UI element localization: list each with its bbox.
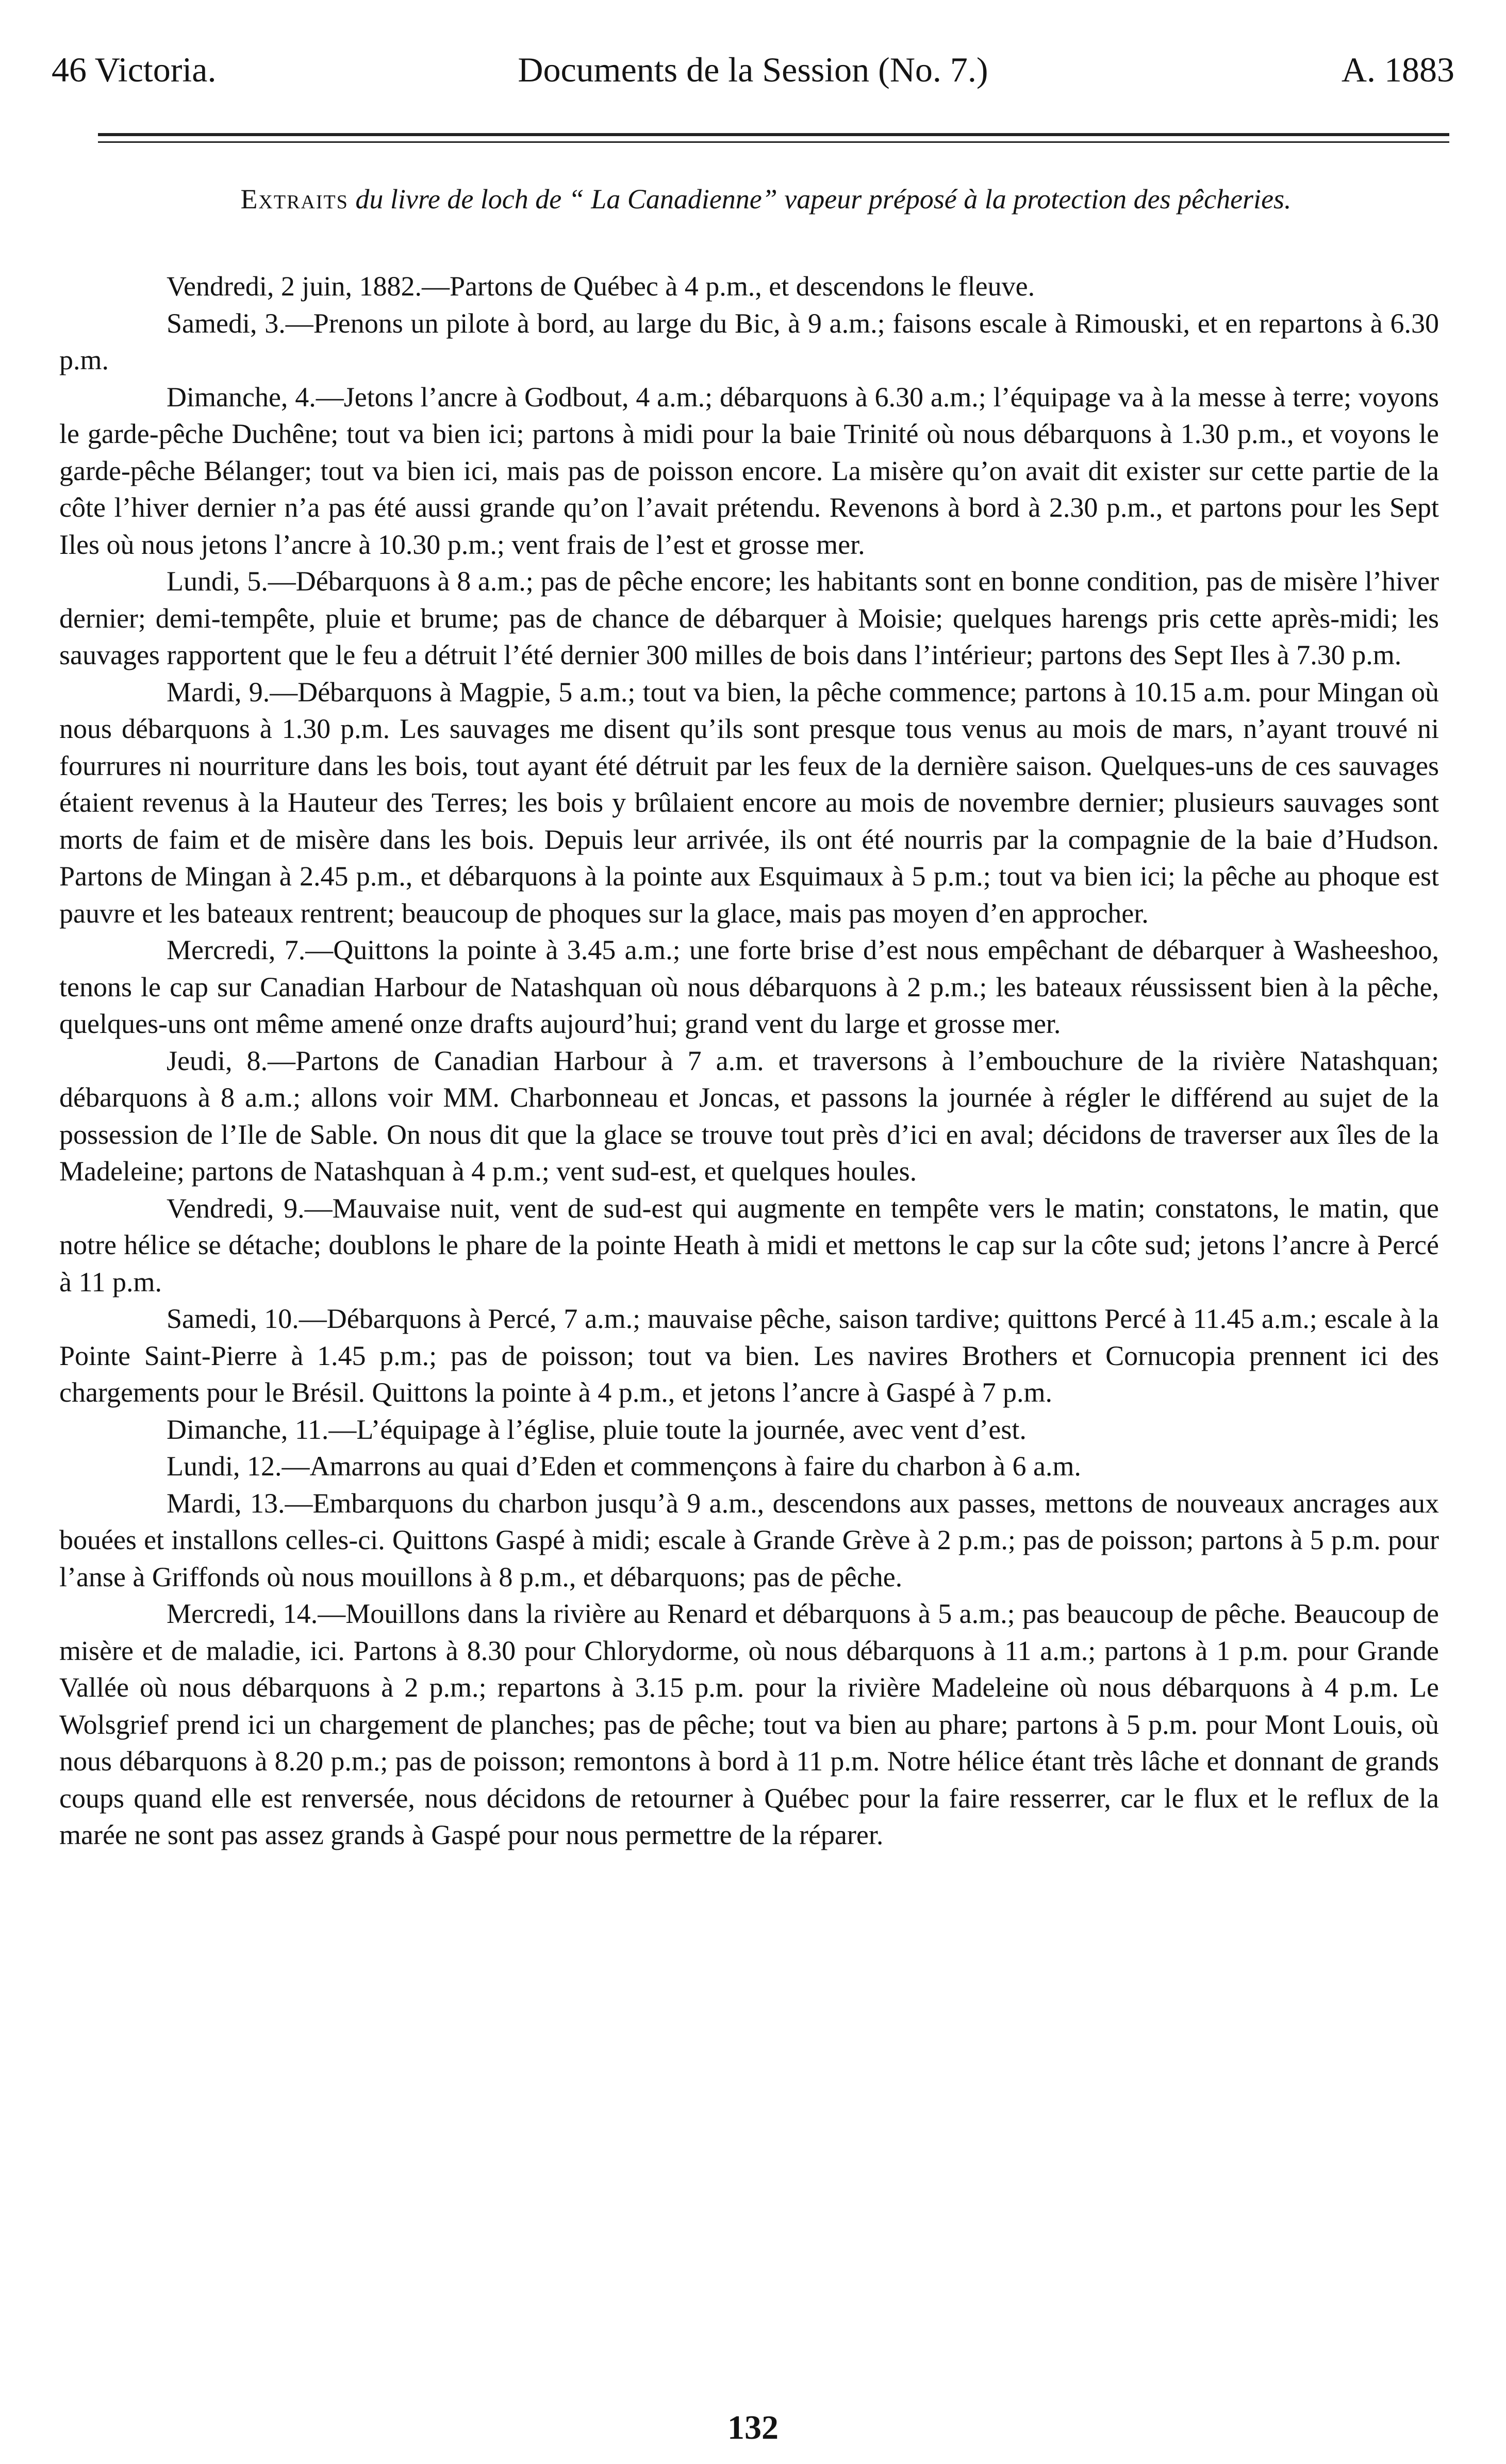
header-rule-thin: [98, 141, 1449, 143]
header-volume: 46 Victoria.: [52, 50, 217, 89]
log-entry: Dimanche, 4.—Jetons l’ancre à Godbout, 4 a.m.; débarquons à 6.30 a.m.; l’équipage va à la messe à terre; voyons le garde-pêche Duchêne; tout va bien ici; partons à midi pour la baie Trinité où nous débarquons à 1.30 p.m., et voyons le garde-pêche Bélanger; tout va bien ici, mais pas de poisson encore. La misère qu’on avait dit exister sur cette partie de la côte l’hiver dernier n’a pas été aussi grande qu’on l’avait prétendu. Revenons à bord à 2.30 p.m., et partons pour les Sept Iles où nous jetons l’ancre à 10.30 p.m.; vent frais de l’est et grosse mer.: [59, 381, 1439, 560]
header-year: A. 1883: [1341, 50, 1454, 89]
log-entry: Mardi, 9.—Débarquons à Magpie, 5 a.m.; tout va bien, la pêche commence; partons à 10.15 a.m. pour Mingan où nous débarquons à 1.30 p.m. Les sauvages me disent qu’ils sont presque tous venus au mois de mars, n’ayant trouvé ni fourrures ni nourriture dans les bois, tout ayant été détruit par les feux de la dernière saison. Quelques-uns de ces sauvages étaient revenus à la Hauteur des Terres; les bois y brûlaient encore au mois de novembre dernier; plusieurs sauvages sont morts de faim et de misère dans les bois. Depuis leur arrivée, ils ont été nourris par la compagnie de la baie d’Hudson. Partons de Mingan à 2.45 p.m., et débarquons à la pointe aux Esquimaux à 5 p.m.; tout va bien ici; la pêche au phoque est pauvre et les bateaux rentrent; beaucoup de phoques sur la glace, mais pas moyen d’en approcher.: [59, 676, 1439, 929]
log-entry: Samedi, 3.—Prenons un pilote à bord, au large du Bic, à 9 a.m.; faisons escale à Rimouski, et en repartons à 6.30 p.m.: [59, 307, 1439, 375]
log-entry: Lundi, 5.—Débarquons à 8 a.m.; pas de pêche encore; les habitants sont en bonne condition, pas de misère l’hiver dernier; demi-tempête, pluie et brume; pas de chance de débarquer à Moisie; quelques harengs pris cette après-midi; les sauvages rapportent que le feu a détruit l’été dernier 300 milles de bois dans l’intérieur; partons des Sept Iles à 7.30 p.m.: [59, 566, 1439, 670]
log-entry: Lundi, 12.—Amarrons au quai d’Eden et commençons à faire du charbon à 6 a.m.: [167, 1451, 1081, 1482]
log-entry: Vendredi, 9.—Mauvaise nuit, vent de sud-est qui augmente en tempête vers le matin; constatons, le matin, que notre hélice se détache; doublons le phare de la pointe Heath à midi et mettons le cap sur la côte sud; jetons l’ancre à Percé à 11 p.m.: [59, 1192, 1439, 1297]
log-entry: Mardi, 13.—Embarquons du charbon jusqu’à 9 a.m., descendons aux passes, mettons de nouveaux ancrages aux bouées et installons celles-ci. Quittons Gaspé à midi; escale à Grande Grève à 2 p.m.; pas de poisson; partons à 5 p.m. pour l’anse à Griffonds où nous mouillons à 8 p.m., et débarquons; pas de pêche.: [59, 1487, 1439, 1592]
running-head: [52, 46, 1454, 93]
log-entry: Dimanche, 11.—L’équipage à l’église, pluie toute la journée, avec vent d’est.: [167, 1414, 1027, 1445]
section-heading: [82, 182, 1449, 217]
log-entry: Mercredi, 7.—Quittons la pointe à 3.45 a.m.; une forte brise d’est nous empêchant de débarquer à Washeeshoo, tenons le cap sur Canadian Harbour de Natashquan où nous débarquons à 2 p.m.; les bateaux réussissent bien à la pêche, quelques-uns ont même amené onze drafts aujourd’hui; grand vent du large et grosse mer.: [59, 934, 1439, 1039]
header-rule-thick: [98, 133, 1449, 136]
header-title: Documents de la Session (No. 7.): [518, 50, 988, 89]
log-entry: Mercredi, 14.—Mouillons dans la rivière au Renard et débarquons à 5 a.m.; pas beaucoup de pêche. Beaucoup de misère et de maladie, ici. Partons à 8.30 pour Chlorydorme, où nous débarquons à 11 a.m.; partons à 1 p.m. pour Grande Vallée où nous débarquons à 2 p.m.; repartons à 3.15 p.m. pour la rivière Madeleine où nous débarquons à 4 p.m. Le Wolsgrief prend ici un chargement de planches; pas de pêche; tout va bien au phare; partons à 5 p.m. pour Mont Louis, où nous débarquons à 8.20 p.m.; pas de poisson; remontons à bord à 11 p.m. Notre hélice étant très lâche et donnant de grands coups quand elle est renversée, nous décidons de retourner à Québec pour la faire resserrer, car le flux et le reflux de la marée ne sont pas assez grands à Gaspé pour nous permettre de la réparer.: [59, 1598, 1439, 1850]
log-entry: Jeudi, 8.—Partons de Canadian Harbour à 7 a.m. et traversons à l’embouchure de la rivière Natashquan; débarquons à 8 a.m.; allons voir MM. Charbonneau et Joncas, et passons la journée à régler le différend au sujet de la possession de l’Ile de Sable. On nous dit que la glace se trouve tout près d’ici en aval; décidons de traverser aux îles de la Madeleine; partons de Natashquan à 4 p.m.; vent sud-est, et quelques houles.: [59, 1045, 1439, 1187]
heading-lead: Extraits: [240, 184, 349, 215]
log-entries: [59, 268, 1439, 1854]
page-number: 132: [727, 2409, 779, 2446]
log-entry: Samedi, 10.—Débarquons à Percé, 7 a.m.; mauvaise pêche, saison tardive; quittons Percé à 11.45 a.m.; escale à la Pointe Saint-Pierre à 1.45 p.m.; pas de poisson; tout va bien. Les navires Brothers et Cornucopia prennent ici des chargements pour le Brésil. Quittons la pointe à 4 p.m., et jetons l’ancre à Gaspé à 7 p.m.: [59, 1303, 1439, 1408]
heading-text: du livre de loch de “ La Canadienne” vapeur préposé à la protection des pêcheries.: [355, 184, 1292, 215]
log-entry: Vendredi, 2 juin, 1882.—Partons de Québec à 4 p.m., et descendons le fleuve.: [167, 271, 1035, 302]
